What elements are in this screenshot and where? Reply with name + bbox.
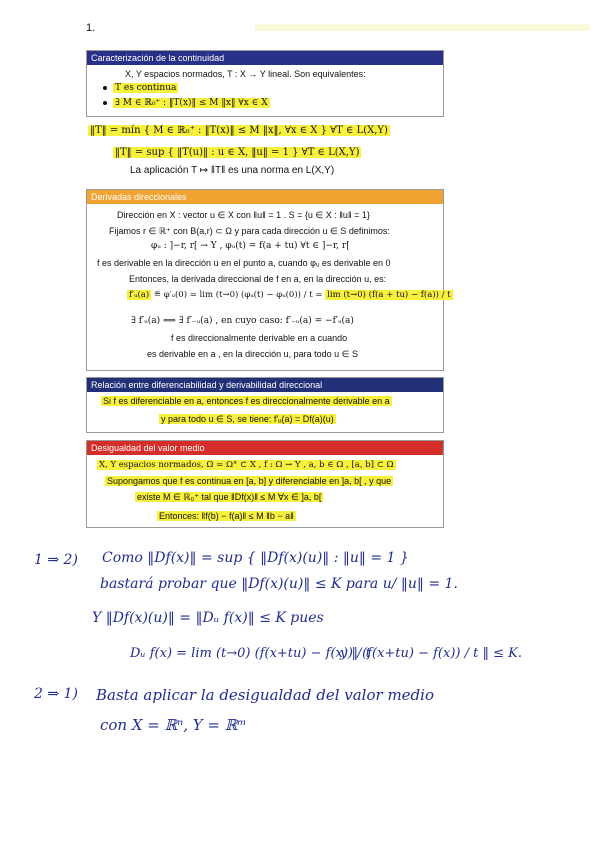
fix-radius-text: Fijamos r ∈ ℝ⁺ con B(a,r) ⊂ Ω y para cada dirección u ∈ S definimos: bbox=[109, 226, 390, 236]
all-directions-text: es derivable en a , en la dirección u, para todo u ∈ S bbox=[147, 349, 358, 359]
directional-derivative-intro: Entonces, la derivada direccional de f en a, en la dirección u, es: bbox=[129, 274, 387, 284]
continuity-box bbox=[86, 50, 444, 117]
handwritten-line-4a: Dᵤ f(x) = lim (t→0) (f(x+tu) − f(x)) / t bbox=[130, 646, 371, 661]
handwritten-label-2: 2 ⇒ 1) bbox=[34, 686, 78, 702]
directional-derivative-formula: f′ᵤ(a) ≝ φ′ᵤ(0) = lim (t→0) (φᵤ(t) − φᵤ(0)) / t = lim (t→0) (f(a + tu) − f(a)) / t bbox=[129, 290, 451, 300]
norm-statement: La aplicación T ↦ ‖T‖ es una norma en L(X,Y) bbox=[130, 165, 335, 176]
directional-header: Derivadas direccionales bbox=[87, 190, 443, 204]
mean-value-box bbox=[86, 440, 444, 528]
opposite-direction-formula: ∃ f′ᵤ(a) ⟺ ∃ f′₋ᵤ(a) , en cuyo caso: f′₋ᵤ(a) = −f′ᵤ(a) bbox=[131, 316, 354, 326]
continuity-item-1: T es continua bbox=[103, 82, 178, 94]
direction-definition: Dirección en X : vector u ∈ X con ‖u‖ = 1 . S = {u ∈ X : ‖u‖ = 1} bbox=[117, 210, 370, 220]
handwritten-line-1: Como ‖Df(x)‖ = sup { ‖Df(x)(u)‖ : ‖u‖ = 1 } bbox=[102, 550, 409, 566]
handwritten-line-2: bastará probar que ‖Df(x)(u)‖ ≤ K para u/ ‖u‖ = 1. bbox=[100, 576, 458, 592]
relation-header: Relación entre diferenciabilidad y derivabilidad direccional bbox=[87, 378, 443, 392]
handwritten-line-6: con X = ℝⁿ, Y = ℝᵐ bbox=[100, 716, 247, 734]
norm-sup-definition: ‖T‖ = sup { ‖T(u)‖ : u ∈ X, ‖u‖ = 1 } ∀T ∈ L(X,Y) bbox=[115, 147, 360, 158]
page-number: 1. bbox=[86, 22, 96, 34]
decorative-strip bbox=[255, 24, 590, 31]
phi-definition: φᵤ : ]−r, r[ → Y , φᵤ(t) = f(a + tu) ∀t ∈ ]−r, r[ bbox=[151, 241, 350, 251]
mean-value-hypothesis-1: X, Y espacios normados, Ω = Ω° ⊂ X , f : Ω → Y , a, b ∈ Ω , [a, b] ⊂ Ω bbox=[99, 460, 394, 470]
handwritten-line-4b: y ‖ (f(x+tu) − f(x)) / t ‖ ≤ K. bbox=[340, 646, 522, 661]
norm-min-definition: ‖T‖ = mín { M ∈ ℝ₀⁺ : ‖T(x)‖ ≤ M ‖x‖, ∀x ∈ X } ∀T ∈ L(X,Y) bbox=[90, 125, 388, 136]
continuity-item-2: ∃ M ∈ ℝ₀⁺ : ‖T(x)‖ ≤ M ‖x‖ ∀x ∈ X bbox=[103, 97, 270, 109]
handwritten-line-5: Basta aplicar la desigualdad del valor medio bbox=[96, 686, 434, 704]
mean-value-hypothesis-3: existe M ∈ ℝ₀⁺ tal que ‖Df(x)‖ ≤ M ∀x ∈ ]a, b[ bbox=[137, 492, 322, 502]
bullet-icon bbox=[103, 86, 107, 90]
directional-derivatives-box bbox=[86, 189, 451, 371]
handwritten-label-1: 1 ⇒ 2) bbox=[34, 552, 78, 568]
mean-value-header: Desigualdad del valor medio bbox=[87, 441, 443, 455]
mean-value-hypothesis-2: Supongamos que f es continua en [a, b] y diferenciable en ]a, b[ , y que bbox=[107, 476, 392, 486]
continuity-header: Caracterización de la continuidad bbox=[87, 51, 443, 65]
continuity-intro: X, Y espacios normados, T : X → Y lineal. Son equivalentes: bbox=[125, 69, 366, 79]
directionally-derivable-text: f es direccionalmente derivable en a cuando bbox=[171, 333, 348, 343]
mean-value-conclusion: Entonces: ‖f(b) − f(a)‖ ≤ M ‖b − a‖ bbox=[159, 511, 294, 521]
bullet-icon bbox=[103, 101, 107, 105]
relation-statement-1: Si f es diferenciable en a, entonces f es direccionalmente derivable en a bbox=[103, 396, 390, 406]
relation-statement-2: y para todo u ∈ S, se tiene: f′ᵤ(a) = Df(a)(u) bbox=[161, 414, 334, 424]
differentiability-relation-box bbox=[86, 377, 444, 433]
handwritten-line-3: Y ‖Df(x)(u)‖ = ‖Dᵤ f(x)‖ ≤ K pues bbox=[92, 610, 324, 626]
derivable-direction-text: f es derivable en la dirección u en el punto a, cuando φᵤ es derivable en 0 bbox=[97, 258, 391, 268]
